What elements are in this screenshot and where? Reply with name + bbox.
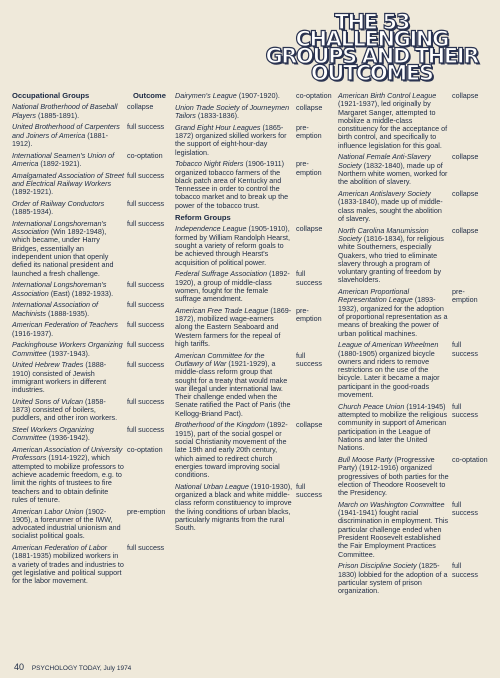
group-name: National Female Anti-Slavery Society [338,152,431,170]
group-name: Prison Discipline Society [338,561,417,571]
group-description [338,227,449,285]
group-details: (1910-1930), organized a black and white middle-class reform constituency to improve the living conditions of urban blacks, particularly migrants from the rural South. [175,481,293,533]
group-description [175,483,293,533]
group-outcome: full success [127,122,165,132]
group-details: (1881-1935) mobilized workers in a variety of trades and industries to get legislative and political support for the labor movement. [12,551,124,586]
group-outcome: pre-emption [296,122,322,140]
group-details: (1865-1872) organized skilled workers for the support of eight-hour-day legislation. [175,122,287,157]
group-entry [12,341,167,358]
group-description [12,341,124,358]
group-entry [175,483,332,533]
group-name: National Urban League [175,481,249,491]
group-outcome: pre-emption [296,305,322,324]
group-description [12,281,124,298]
group-name: Steel Workers Organizing Committee [12,425,94,443]
group-details: (1833-1840), made up of middle-class males, sought the abolition of slavery. [338,197,443,223]
group-details: (1937-1943). [46,348,90,358]
group-details: (1885-1934). [12,207,54,217]
group-outcome: collapse [452,91,479,100]
group-name: Bull Moose Party [338,454,393,464]
group-outcome: full success [127,396,165,406]
group-entry [338,92,488,150]
group-details: (Progressive Party) (1912-1916) organized progressives of both parties for the election of Theodore Roosevelt to the Presidency. [338,454,449,498]
group-entry [175,160,332,210]
group-outcome: full success [127,425,165,435]
group-description [338,501,449,559]
group-outcome: co-optation [296,91,332,100]
column-header [12,92,167,100]
group-description [175,92,293,100]
group-description [338,403,449,453]
group-details: (1885-1891). [35,110,80,120]
group-name: American Free Trade League [175,305,269,315]
group-details: (1905-1910), formed by William Randolph Hearst, sought a variety of reform goals to be achieved through Hearst's acquisition of political power. [175,224,291,267]
group-name: International Longshoreman's Association [12,218,107,237]
group-entry [338,227,488,285]
group-outcome: full success [296,481,322,500]
group-details: (1888-1910) consisted of Jewish immigrant workers in different industries. [12,360,107,395]
group-details: (1888-1935). [45,308,90,318]
reform-groups-heading: Reform Groups [175,213,231,223]
group-outcome: full success [127,198,165,208]
group-description [175,307,293,348]
group-details: (1902-1905), a forerunner of the IWW, advocated industrial unionism and socialist political goals. [12,506,121,541]
group-details: (1906-1911) organized tobacco farmers of the black patch area of Kentucky and Tennessee in order to control the tobacco market and to break up the power of the tobacco trust. [175,159,289,210]
group-details: (1816-1834), for religious white Southerners, especially Quakers, who tried to eliminate slavery through a program of voluntary granting of freedom by slaveholders. [338,233,444,285]
group-name: Union Trade Society of Journeymen Tailors [175,102,290,120]
group-outcome: co-optation [452,454,488,464]
page-footer [14,662,131,672]
group-description [338,92,449,150]
group-outcome: full success [452,401,478,420]
article-title [265,10,478,85]
group-name: American Committee for the Outlawry of War [175,350,265,368]
group-name: American Proportional Representation League [338,287,413,305]
group-description [175,160,293,210]
group-name: Independence League [175,224,247,234]
group-description [175,225,293,266]
group-details: (1914-1922), which attempted to mobilize professors to achieve academic freedom, e.g. to limit the rights of trustees to fire teachers and to obtain definite rules of tenure. [12,453,124,504]
group-details: (Win 1892-1948), which became, under Harry Bridges, essentially an independent union that openly defied its national president and launched a fresh challenge. [12,227,114,278]
group-entry [12,172,167,197]
group-description [12,220,124,278]
group-outcome: full success [296,269,322,287]
entries [12,103,167,585]
group-name: American Birth Control League [338,91,437,100]
group-details: (1892-1921). [12,187,54,197]
group-entry [338,562,488,595]
group-entry [175,352,332,418]
group-entry [338,190,488,223]
group-name: American Antislavery Society [338,189,431,199]
group-name: United Hebrew Trades [12,360,84,370]
group-outcome: collapse [452,225,479,235]
group-details: (1858-1873) consisted of boilers, puddlers, and other iron workers. [12,396,118,423]
group-description [175,124,293,157]
group-name: United Brotherhood of Carpenters and Joiners of America [12,122,120,140]
group-outcome: full success [127,218,165,228]
group-description [175,104,293,121]
group-description [12,152,124,169]
column-right [338,92,488,599]
group-entry [338,501,488,559]
group-outcome: full success [452,561,478,579]
group-description [12,426,124,443]
group-description [12,172,124,197]
group-name: Brotherhood of the Kingdom [175,420,265,430]
title-line: GROUPS AND THEIR [265,44,478,68]
title-line: THE 53 [334,10,409,34]
group-description [12,321,124,338]
group-details: (1907-1920). [236,91,280,100]
group-outcome: pre-emption [296,159,322,177]
group-description [12,398,124,423]
group-outcome: co-optation [127,150,163,160]
group-description [338,153,449,186]
group-entry [12,301,167,318]
group-outcome: collapse [296,102,323,112]
group-description [338,288,449,338]
group-name: Dairymen's League [175,91,237,100]
group-name: March on Washington Committee [338,499,445,509]
group-outcome: co-optation [127,445,163,455]
group-description [175,421,293,479]
group-details: (1921-1929), a middle-class reform group that sought for a treaty that would make war illegal under international law. Their challenge ended when the Senate ratified the Pact of Paris (the Kellogg-Briand Pact). [175,358,291,418]
group-name: Grand Eight Hour Leagues [175,122,261,132]
footer-source: PSYCHOLOGY TODAY, July 1974 [31,665,132,672]
group-outcome: full success [127,320,165,330]
group-description [338,190,449,223]
group-name: National Brotherhood of Baseball Players [12,102,118,120]
group-details: (1881-1912). [12,130,109,148]
entries [338,92,488,595]
group-description [338,562,449,595]
group-description [12,446,124,504]
group-details: (1880-1905) organized bicycle owners and riders to remove restrictions on the use of the bicycle. Later it became a major participant in the good-roads movement. [338,348,440,400]
group-name: Amalgamated Association of Street and Electrical Railway Workers [12,170,124,188]
group-entry [12,103,167,120]
group-details: (East) (1892-1933). [48,288,114,298]
entries [175,92,332,210]
group-details: (1914-1945) attempted to mobilize the religious community in support of American participation in the League of Nations and later the United Nations. [338,401,448,453]
page-number: 40 [14,662,25,672]
group-details: (1825-1830) lobbied for the adoption of a particular system of prison organization. [338,561,448,596]
group-name: American Association of University Professors [12,445,123,463]
group-outcome: full success [296,350,322,368]
group-name: Church Peace Union [338,401,405,411]
group-description [12,200,124,217]
group-name: Federal Suffrage Association [175,269,268,279]
group-entry [12,321,167,338]
group-outcome: full success [127,543,165,553]
occupational-groups-heading: Occupational Groups [12,91,90,100]
group-name: American Labor Union [12,506,84,516]
group-entry [12,508,167,541]
group-details: (1833-1836). [195,110,240,120]
group-entry [12,361,167,394]
group-entry [338,456,488,497]
group-name: Packinghouse Workers Organizing Committee [12,340,123,358]
group-outcome: full success [127,170,165,180]
group-name: North Carolina Manumission Society [338,225,429,243]
group-details: (1892-1915), part of the social gospel or social Christianity movement of the late 19th and early 20th century, which aimed to redirect church energies toward improving social conditions. [175,420,288,480]
group-entry [338,403,488,453]
group-entry [338,153,488,186]
group-entry [12,398,167,423]
group-outcome: full success [452,499,478,518]
group-name: League of American Wheelmen [338,340,439,350]
outcome-heading: Outcome [133,91,166,100]
group-outcome: pre-emption [127,506,166,516]
group-entry [12,200,167,217]
group-description [12,544,124,585]
group-outcome: full success [127,300,165,310]
group-entry [12,446,167,504]
group-details: (1869-1872), mobilized wage-earners along the Eastern Seaboard and Western farmers for the repeal of high tariffs. [175,305,292,348]
group-entry [175,92,332,100]
group-name: Order of Railway Conductors [12,198,105,208]
group-entry [175,307,332,348]
group-entry [12,123,167,148]
title-line: CHALLENGING [295,27,448,51]
group-name: American Federation of Teachers [12,320,119,330]
group-details: (1893-1932), organized for the adoption of proportional representation as a means of breaking the power of urban political machines. [338,295,448,338]
group-name: Tobacco Night Riders [175,159,244,169]
group-entry [175,270,332,303]
group-outcome: full success [127,340,165,350]
group-description [338,341,449,399]
group-entry [175,124,332,157]
group-name: United Sons of Vulcan [12,396,83,406]
group-details: (1921-1937), led originally by Margaret Sanger, attempted to mobilize a middle-class constituency for the acceptance of birth control, and specifically to influence legislation for this goal. [338,99,448,150]
group-description [175,352,293,418]
group-details: (1936-1942). [46,433,90,443]
title-line: OUTCOMES [310,61,433,85]
group-description [12,508,124,541]
group-details: (1916-1937). [12,328,54,338]
group-description [12,123,124,148]
group-entry [12,220,167,278]
group-outcome: collapse [452,152,479,162]
group-entry [338,341,488,399]
group-name: International Longshoreman's Association [12,280,107,298]
group-entry [12,152,167,169]
group-entry [12,426,167,443]
group-name: American Federation of Labor [12,543,108,553]
group-details: (1892-1920), a group of middle-class women, fought for the female suffrage amendment. [175,269,290,304]
column-middle [175,92,332,536]
group-description [12,103,124,120]
group-entry [175,225,332,266]
group-outcome: collapse [296,224,323,234]
group-outcome: collapse [452,189,479,199]
group-entry [12,281,167,298]
group-outcome: full success [127,360,165,370]
group-outcome: collapse [127,102,154,112]
group-description [12,301,124,318]
group-description [175,270,293,303]
entries [175,225,332,532]
group-outcome: full success [127,280,165,290]
group-entry [12,544,167,585]
group-description [12,361,124,394]
group-details: (1941-1941) fought racial discrimination in employment. This particular challenge ended when President Roosevelt established the Fair Employment Practices Committee. [338,508,449,559]
group-outcome: pre-emption [452,287,478,305]
group-entry [175,104,332,121]
group-name: International Association of Machinists [12,300,99,318]
group-entry [175,421,332,479]
group-details: (1892-1921). [38,158,82,168]
group-entry [338,288,488,338]
group-name: International Seamen's Union of America [12,150,115,168]
group-outcome: full success [452,340,478,358]
group-description [338,456,449,497]
group-details: (1832-1840), made up of Northern white women, worked for the abolition of slavery. [338,160,448,187]
group-outcome: collapse [296,420,323,430]
column-occupational [12,92,167,589]
